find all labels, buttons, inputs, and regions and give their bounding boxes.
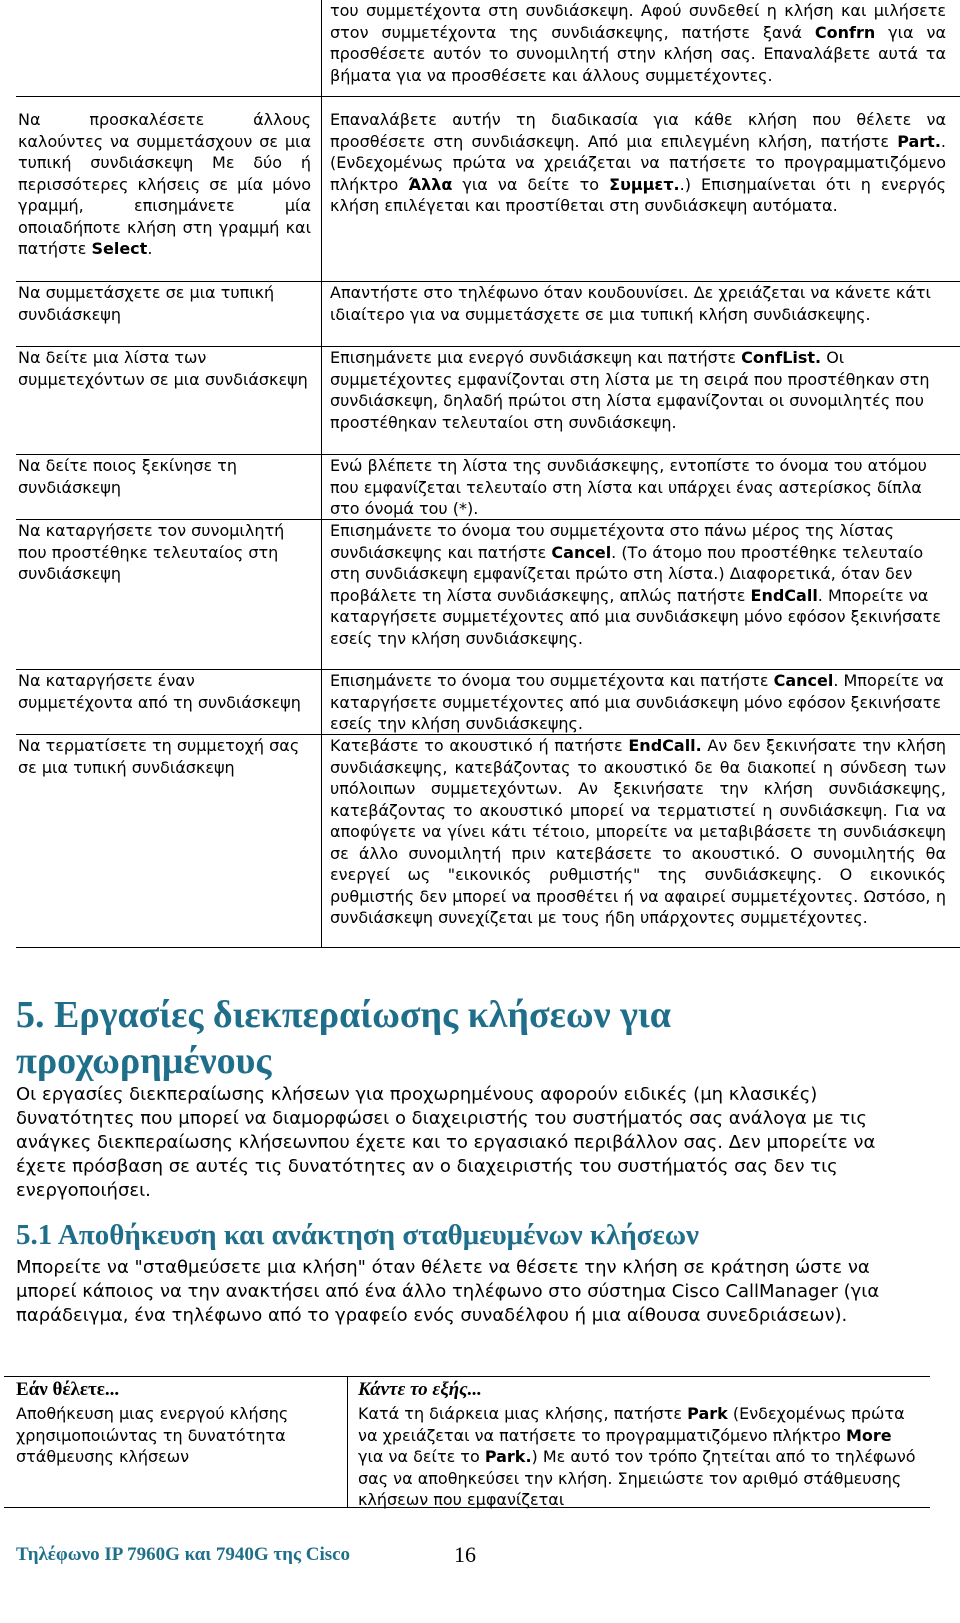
row-action: Κατά τη διάρκεια μιας κλήσης, πατήστε Park (Ενδεχομένως πρώτα να χρειάζεται να πατήσετε το προγραμματιζόμενο πλήκτρο More για να δείτε το Park.) Με αυτό τον τρόπο ζητείται από το τηλέφωνό σας να αποθηκεύσει την κλήση. Σημειώστε τον αριθμό στάθμευσης κλήσεων που εμφανίζεται: [358, 1404, 916, 1509]
table-row: [16, 735, 960, 948]
row-task: Να δείτε ποιος ξεκίνησε τη συνδιάσκεψη: [16, 455, 322, 519]
row-task: Να προσκαλέσετε άλλους καλούντες να συμμετάσχουν σε μια τυπική συνδιάσκεψη Με δύο ή περισσότερες κλήσεις σε μία μόνο γραμμή, επισημάνετε μία οποιαδήποτε κλήση στη γραμμή και πατήστε Select.: [16, 97, 322, 281]
row-task: Να τερματίσετε τη συμμετοχή σας σε μια τυπική συνδιάσκεψη: [16, 735, 322, 947]
row-task: Να συμμετάσχετε σε μια τυπική συνδιάσκεψη: [16, 282, 322, 346]
row-action: Κατεβάστε το ακουστικό ή πατήστε EndCall. Αν δεν ξεκινήσατε την κλήση συνδιάσκεψης, κατεβάζοντας το ακουστικό δε θα διακοπεί η σύνδεση των υπόλοιπων συμμετεχόντων. Αν ξεκινήσατε την κλήση συνδιάσκεψης, κατεβάζοντας το ακουστικό μπορεί να τερματιστεί η συνδιάσκεψη. Για να αποφύγετε να γίνει κάτι τέτοιο, μπορείτε να μεταβιβάσετε τη συνδιάσκεψη σε άλλο συνομιλητή πριν κατεβάσετε το ακουστικό. Ο συνομιλητής θα ενεργεί ως "εικονικός ρυθμιστής" της συνδιάσκεψης. Ο εικονικός ρυθμιστής δεν μπορεί να προσθέτει ή να αφαιρεί συμμετέχοντες. Ωστόσο, η συνδιάσκεψη συνεχίζεται με τους ήδη υπάρχοντες συμμετέχοντες.: [330, 736, 946, 927]
instructions-table: [16, 0, 960, 948]
row-action: Επαναλάβετε αυτήν τη διαδικασία για κάθε κλήση που θέλετε να προσθέσετε στη συνδιάσκεψη. Από μια επιλεγμένη κλήση, πατήστε Part.. (Ενδεχομένως πρώτα να χρειάζεται να πατήσετε το προγραμματιζόμενο πλήκτρο Άλλα για να δείτε το Συμμετ..) Επισημαίνεται ότι η ενεργός κλήση επιλέγεται και προστίθεται στη συνδιάσκεψη αυτόματα.: [330, 110, 946, 215]
table-row: [16, 0, 960, 97]
table-header-row: [4, 1377, 930, 1403]
table-row: [16, 282, 960, 347]
row-task: Να δείτε μια λίστα των συμμετεχόντων σε μια συνδιάσκεψη: [16, 347, 322, 454]
row-action: Ενώ βλέπετε τη λίστα της συνδιάσκεψης, εντοπίστε το όνομα του ατόμου που εμφανίζεται τελευταίο στη λίστα και υπάρχει ένας αστερίσκος δίπλα στο όνομά του (*).: [330, 456, 927, 518]
footer-title: Τηλέφωνο IP 7960G και 7940G της Cisco: [16, 1544, 351, 1565]
table-row: [16, 347, 960, 455]
table-row: [16, 670, 960, 735]
page-footer: [16, 1538, 946, 1578]
row-action: Επισημάνετε το όνομα του συμμετέχοντα στο πάνω μέρος της λίστας συνδιάσκεψης και πατήστε Cancel. (Το άτομο που προστέθηκε τελευταίο στη συνδιάσκεψη εμφανίζεται πρώτο στη λίστα.) Διαφορετικά, όταν δεν προβάλετε τη λίστα συνδιάσκεψης, απλώς πατήστε EndCall. Μπορείτε να καταργήσετε συμμετέχοντες από μια συνδιάσκεψη μόνο εφόσον ξεκινήσατε εσείς την κλήση συνδιάσκεψης.: [330, 521, 942, 648]
subsection-intro: Μπορείτε να "σταθμεύσετε μια κλήση" όταν θέλετε να θέσετε την κλήση σε κράτηση ώστε να μπορεί κάποιος να την ανακτήσει από ένα άλλο τηλέφωνο στο σύστημα Cisco CallManager (για παράδειγμα, ένα τηλέφωνο από το γραφείο ενός συναδέλφου ή μια αίθουσα συνεδριάσεων).: [16, 1257, 880, 1326]
row-action: του συμμετέχοντα στη συνδιάσκεψη. Αφού συνδεθεί η κλήση και μιλήσετε στον συμμετέχοντα της συνδιάσκεψης, πατήστε ξανά Confrn για να προσθέσετε αυτόν το συνομιλητή στην κλήση σας. Επαναλάβετε αυτά τα βήματα για να προσθέσετε και άλλους συμμετέχοντες.: [330, 1, 946, 85]
row-task: [16, 0, 322, 96]
row-task: Να καταργήσετε τον συνομιλητή που προστέθηκε τελευταίος στη συνδιάσκεψη: [16, 520, 322, 669]
row-task: Να καταργήσετε έναν συμμετέχοντα από τη συνδιάσκεψη: [16, 670, 322, 734]
row-action: Επισημάνετε μια ενεργό συνδιάσκεψη και πατήστε ConfList. Οι συμμετέχοντες εμφανίζονται στη λίστα με τη σειρά που προστέθηκαν στη συνδιάσκεψη, δηλαδή πρώτοι στη λίστα εμφανίζονται οι συνομιλητές που προστέθηκαν τελευταίοι στη συνδιάσκεψη.: [330, 348, 930, 432]
row-action: Επισημάνετε το όνομα του συμμετέχοντα και πατήστε Cancel. Μπορείτε να καταργήσετε συμμετέχοντες από μια συνδιάσκεψη μόνο εφόσον ξεκινήσατε εσείς την κλήση συνδιάσκεψης.: [330, 671, 944, 733]
table-row: [16, 455, 960, 520]
park-table: [4, 1376, 930, 1508]
row-task: Αποθήκευση μιας ενεργού κλήσης χρησιμοποιώντας τη δυνατότητα στάθμευσης κλήσεων: [4, 1403, 348, 1507]
section-intro: Οι εργασίες διεκπεραίωσης κλήσεων για προχωρημένους αφορούν ειδικές (μη κλασικές) δυνατότητες που μπορεί να διαμορφώσει ο διαχειριστής του συστήματός σας ανάλογα με τις ανάγκες διεκπεραίωσης κλήσεωνπου έχετε και το εργασιακό περιβάλλον σας. Δεν μπορείτε να έχετε πρόσβαση σε αυτές τις δυνατότητες αν ο διαχειριστής του συστήματός σας δεν τις ενεργοποιήσει.: [16, 1084, 876, 1201]
header-left: Εάν θέλετε...: [4, 1377, 348, 1403]
table-row: [4, 1403, 930, 1507]
page-number: 16: [454, 1542, 476, 1567]
row-action: Απαντήστε στο τηλέφωνο όταν κουδουνίσει. Δε χρειάζεται να κάνετε κάτι ιδιαίτερο για να συμμετάσχετε σε μια τυπική κλήση συνδιάσκεψης.: [330, 283, 931, 324]
table-row: [16, 520, 960, 670]
header-right: Κάντε το εξής...: [358, 1379, 482, 1400]
table-row: [16, 97, 960, 282]
section-heading: 5. Εργασίες διεκπεραίωσης κλήσεων για προχωρημένους: [16, 994, 671, 1082]
subsection-heading: 5.1 Αποθήκευση και ανάκτηση σταθμευμένων κλήσεων: [16, 1219, 699, 1251]
